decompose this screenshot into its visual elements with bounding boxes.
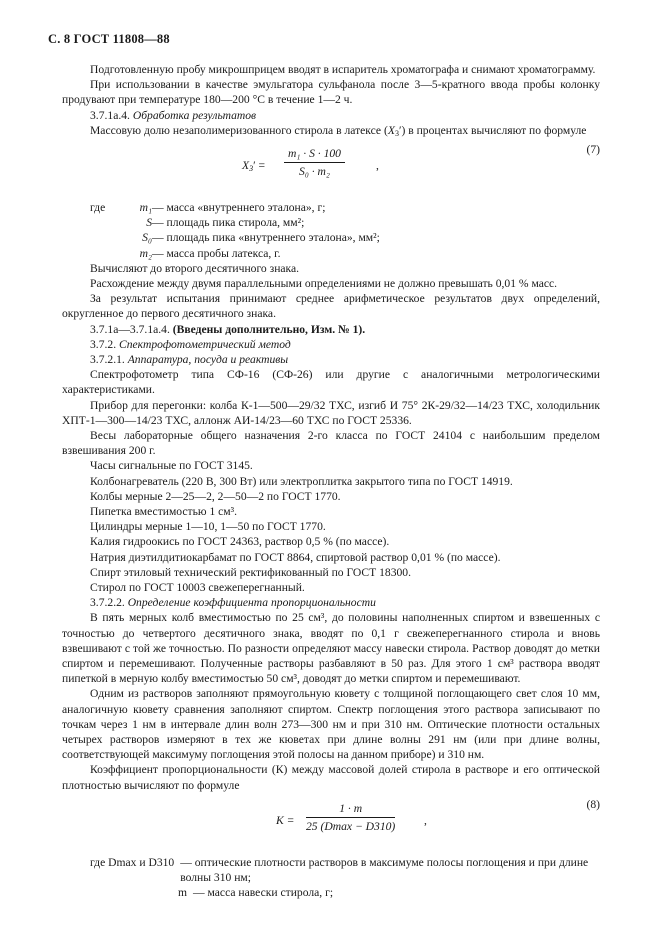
amendment-note: 3.7.1а—3.7.1а.4. (Введены дополнительно, Изм. № 1).: [90, 322, 366, 336]
paragraph: Вычисляют до второго десятичного знака.: [90, 261, 300, 275]
formula-fraction: [306, 801, 395, 834]
page-header: С. 8 ГОСТ 11808—88: [48, 32, 170, 46]
fraction-denominator: 25 (Dmax − D310): [306, 820, 396, 834]
paragraph: [62, 123, 600, 138]
paragraph: Калия гидроокись по ГОСТ 24363, раствор 0,5 % (по массе).: [90, 535, 390, 549]
paragraph: Пипетка вместимостью 1 см³.: [90, 505, 237, 519]
paragraph: Расхождение между двумя параллельными определениями не должно превышать 0,01 % масс.: [90, 276, 558, 290]
paragraph: Спирт этиловый технический ректификованный по ГОСТ 18300.: [90, 565, 412, 579]
formula-fraction: [284, 146, 345, 179]
section-title: Обработка результатов: [132, 108, 257, 122]
paragraph: Колбы мерные 2—25—2, 2—50—2 по ГОСТ 1770.: [90, 489, 341, 503]
formula-lhs: $X_3'$ =: [242, 159, 266, 174]
section-heading: [62, 108, 600, 123]
paragraph: Колбонагреватель (220 В, 300 Вт) или электроплитка закрытого типа по ГОСТ 14919.: [90, 474, 513, 488]
section-heading: 3.7.2.1. Аппаратура, посуда и реактивы: [90, 352, 289, 366]
subscript: 3: [394, 128, 399, 138]
formula-number: (7): [586, 143, 600, 157]
paragraph: Натрия диэтилдитиокарбамат по ГОСТ 8864, спиртовой раствор 0,01 % (по массе).: [90, 550, 501, 564]
paragraph: Спектрофотометр типа СФ-16 (СФ-26) или другие с аналогичными метрологическими характеристиками.: [62, 368, 600, 397]
definition-row: S — площадь пика стирола, мм²;: [146, 216, 305, 230]
fraction-denominator: S₀ · m₂: [299, 165, 330, 179]
paragraph: Весы лабораторные общего назначения 2-го класса по ГОСТ 24104 с наибольшим пределом взвешивания 200 г.: [62, 429, 600, 458]
paragraph: В пять мерных колб вместимостью по 25 см³, до половины наполненных спиртом и взвешенных с точностью до четвертого десятичного знака, вводят по 0,1 г свежеперегнанного стирола и вновь взвешивают с той же точностью. По разности определяют массу навески стирола. Раствор доводят до метки спиртом и перемешивают. Полученные растворы разбавляют в 50 раз. Для этого 1 см³ раствора вводят пипеткой в мерную колбу вместимостью 50 см³, доводят до метки спиртом и перемешивают.: [62, 611, 600, 686]
fraction-numerator: m₁ · S · 100: [284, 146, 345, 163]
section-number: 3.7.1а.4.: [90, 108, 130, 122]
paragraph: За результат испытания принимают среднее арифметическое результатов двух определений, округленное до первого десятичного знака.: [62, 292, 600, 321]
paragraph: Цилиндры мерные 1—10, 1—50 по ГОСТ 1770.: [90, 520, 326, 534]
symbol: X: [387, 123, 395, 137]
paragraph: При использовании в качестве эмульгатора сульфанола после 3—5-кратного ввода пробы колонку продувают при температуре 180—200 °С в течение 1—2 ч.: [62, 78, 600, 107]
text-fragment: Массовую долю незаполимеризованного стирола в латексе (: [90, 123, 388, 137]
formula-8: [62, 797, 600, 847]
definition-row: где Dmax и D310 — оптические плотности растворов в максимуме полосы поглощения и при длине волны 310 нм;: [90, 855, 589, 885]
paragraph: Одним из растворов заполняют прямоугольную кювету с толщиной поглощающего свет слоя 10 мм, аналогичную кювету сравнения заполняют спиртом. Спектр поглощения этого раствора записывают по точкам через 1 нм в интервале длин волн 273—300 нм и при 310 нм. Оптические плотности остальных четырех растворов измеряют в тех же кюветах при длине волны 291 нм (или при длине волны, соответствующей максимуму поглощения этой полосы на данном приборе) и 310 нм.: [62, 687, 600, 762]
definition-row: m — масса навески стирола, г;: [178, 886, 334, 900]
page-body: [62, 62, 600, 900]
paragraph: Часы сигнальные по ГОСТ 3145.: [90, 459, 253, 473]
formula-comma: ,: [424, 813, 427, 827]
formula-comma: ,: [376, 159, 379, 173]
text-fragment: ′) в процентах вычисляют по формуле: [398, 123, 587, 137]
definition-row: S₀ — площадь пика «внутреннего эталона», мм²;: [142, 231, 380, 245]
paragraph: Подготовленную пробу микрошприцем вводят в испаритель хроматографа и снимают хроматограмму.: [90, 63, 596, 76]
formula-lhs: K =: [276, 813, 295, 827]
definition-row: где m₁ — масса «внутреннего эталона», г;: [90, 201, 326, 215]
definition-row: m₂ — масса пробы латекса, г.: [139, 246, 281, 260]
definitions-7: [62, 200, 600, 261]
formula-7: [62, 142, 600, 192]
section-heading: 3.7.2.2. Определение коэффициента пропорциональности: [90, 596, 376, 610]
formula-number: (8): [586, 797, 600, 811]
paragraph: Коэффициент пропорциональности (К) между массовой долей стирола в растворе и его оптической плотностью вычисляют по формуле: [62, 763, 600, 792]
fraction-numerator: 1 · m: [306, 801, 395, 818]
paragraph: Прибор для перегонки: колба К-1—500—29/32 ТХС, изгиб И 75° 2К-29/32—14/23 ТХС, холодильник ХПТ-1—300—14/23 ТХС, аллонж АИ-14/23—60 ТХС по ГОСТ 25336.: [62, 398, 600, 427]
section-heading: 3.7.2. Спектрофотометрический метод: [90, 337, 291, 351]
paragraph: Стирол по ГОСТ 10003 свежеперегнанный.: [90, 581, 305, 595]
definitions-8: [62, 855, 600, 901]
